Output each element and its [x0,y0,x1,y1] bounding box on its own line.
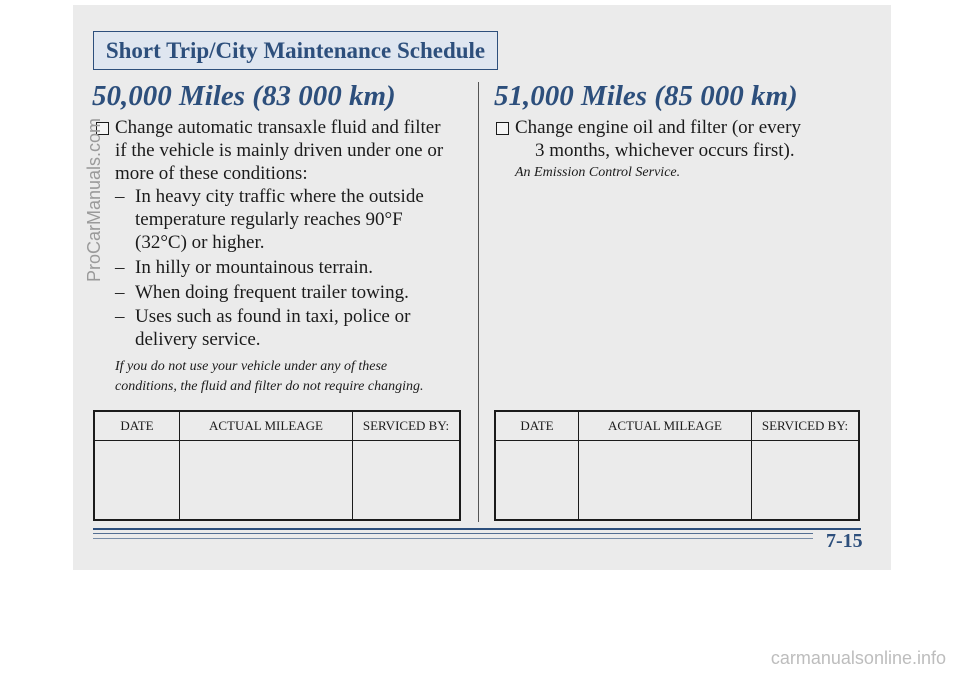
right-note: An Emission Control Service. [515,165,681,180]
bullet-2-line-1: In hilly or mountainous terrain. [135,257,373,278]
bullet-1-line-1: In heavy city traffic where the outside [135,186,424,207]
bullet-dash: – [115,306,125,327]
right-line-2: 3 months, whichever occurs first). [535,140,795,161]
page-number: 7-15 [826,530,863,552]
date-cell[interactable] [495,441,579,521]
bullet-dash: – [115,257,125,278]
right-line-1: Change engine oil and filter (or every [515,117,801,138]
left-service-log-table [93,410,461,521]
table-header-serviced-by: SERVICED BY: [353,411,461,441]
left-line-2: if the vehicle is mainly driven under one or [115,140,444,161]
table-header-date: DATE [495,411,579,441]
bullet-4-line-1: Uses such as found in taxi, police or [135,306,411,327]
right-service-log-table [494,410,860,521]
bullet-dash: – [115,282,125,303]
bullet-1-line-3: (32°C) or higher. [135,232,265,253]
column-divider [478,82,479,522]
bullet-3-line-1: When doing frequent trailer towing. [135,282,409,303]
bullet-4-line-2: delivery service. [135,329,261,350]
table-header-mileage: ACTUAL MILEAGE [579,411,752,441]
serviced-by-cell[interactable] [353,441,461,521]
left-heading: 50,000 Miles (83 000 km) [92,80,396,112]
left-line-3: more of these conditions: [115,163,308,184]
mileage-cell[interactable] [579,441,752,521]
side-watermark-text: ProCarManuals.com [84,117,104,283]
table-header-serviced-by: SERVICED BY: [752,411,860,441]
table-header-mileage: ACTUAL MILEAGE [180,411,353,441]
bullet-dash: – [115,186,125,207]
table-header-date: DATE [94,411,180,441]
left-note-line-2: conditions, the fluid and filter do not require changing. [115,379,424,394]
left-line-1: Change automatic transaxle fluid and filter [115,117,441,138]
bullet-1-line-2: temperature regularly reaches 90°F [135,209,403,230]
footer-rule-bottom [93,538,813,539]
date-cell[interactable] [94,441,180,521]
footer-rule-top [93,528,861,530]
right-heading: 51,000 Miles (85 000 km) [494,80,798,112]
footer-rule-middle [93,533,813,534]
mileage-cell[interactable] [180,441,353,521]
serviced-by-cell[interactable] [752,441,860,521]
left-note-line-1: If you do not use your vehicle under any of these [115,359,388,374]
footer-watermark: carmanualsonline.info [770,648,946,668]
section-header-box [93,31,498,70]
right-checkbox[interactable] [496,122,509,135]
section-header-title: Short Trip/City Maintenance Schedule [105,38,486,63]
